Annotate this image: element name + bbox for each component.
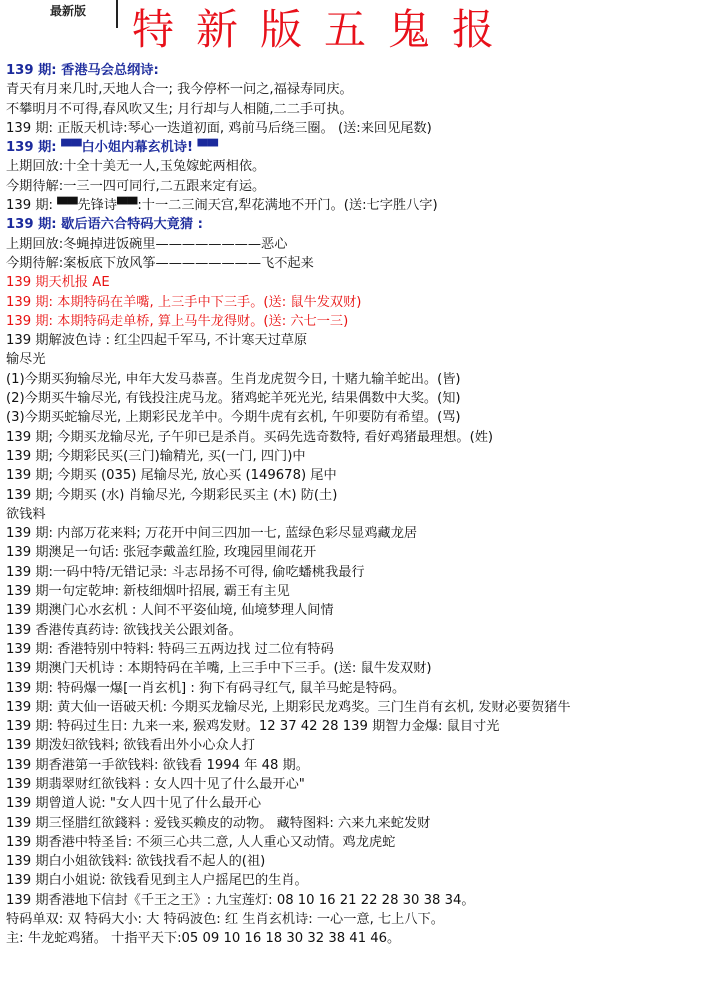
text-line: 139 期天机报 AE — [6, 275, 110, 291]
text-line: 主: 牛龙蛇鸡猪。 十指平天下:05 09 10 16 18 30 32 38 41 46。 — [6, 931, 401, 947]
text-line: 139 期泼妇欲钱料; 欲钱看出外小心众人打 — [6, 738, 255, 754]
text-line: (1)今期买狗输尽光, 申年大发马恭喜。生肖龙虎贺今日, 十赌九输羊蛇出。(皆) — [6, 371, 461, 387]
text-line: 139 期澳门心水玄机 : 人间不平姿仙境, 仙境梦理人间情 — [6, 603, 334, 619]
text-line: 139 期; 今期彩民买(三门)输精光, 买(一门, 四门)中 — [6, 448, 306, 464]
text-line: 139 期:一码中特/无错记录: 斗志昂扬不可得, 偷吃蟠桃我最行 — [6, 564, 365, 580]
text-line: 139 期三怪腊红欲錢料 : 爱钱买赖皮的动物。 藏特图料: 六来九来蛇发财 — [6, 815, 431, 831]
text-line: 139 期; 今期买 (035) 尾输尽光, 放心买 (149678) 尾中 — [6, 468, 337, 484]
text-line: 139 期澳门天机诗 : 本期特码在羊嘴, 上三手中下三手。(送: 鼠牛发双财) — [6, 661, 432, 677]
text-line: 139 期: 本期特码在羊嘴, 上三手中下三手。(送: 鼠牛发双财) — [6, 294, 362, 310]
text-line: 139 期; 今期买龙输尽光, 子午卯已是杀肖。买码先选奇数特, 看好鸡猪最理想。(姓) — [6, 429, 494, 445]
page-title: 特新版五鬼报 — [132, 5, 517, 54]
text-line: 139 期: 特码爆一爆[一肖玄机] : 狗下有码寻红气, 鼠羊马蛇是特码。 — [6, 680, 406, 696]
text-line: 特码单双: 双 特码大小: 大 特码波色: 红 生肖玄机诗: 一心一意, 七上八下。 — [6, 912, 444, 928]
text-line: 欲钱料 — [6, 506, 46, 522]
text-line: 139 期澳足一句话: 张冠李戴盖红脸, 玫瑰园里闹花开 — [6, 545, 317, 561]
header-divider — [116, 0, 118, 28]
text-line: 139 期白小姐欲钱料: 欲钱找看不起人的(祖) — [6, 854, 266, 870]
text-line: 139 期: ▀▀先锋诗▀▀:十一二三闹天宫,犁花满地不开门。(送:七字胜八字) — [6, 198, 438, 214]
text-line: (2)今期买牛输尽光, 有钱投注虎马龙。猪鸡蛇羊死光光, 结果偶数中大奖。(知) — [6, 391, 461, 407]
text-line: 今期待解:一三一四可同行,二五跟来定有运。 — [6, 178, 266, 194]
text-line: 139 期: 内部万花来料; 万花开中间三四加一七, 蓝绿色彩尽显鸡藏龙居 — [6, 526, 418, 542]
text-line: 今期待解:案板底下放风筝————————飞不起来 — [6, 255, 314, 271]
text-line: 139 期; 今期买 (水) 肖输尽光, 今期彩民买主 (木) 防(土) — [6, 487, 338, 503]
text-line: 139 期: 香港马会总纲诗: — [6, 63, 159, 78]
text-line: 不攀明月不可得,春风吹又生; 月行却与人相随,二二手可执。 — [6, 101, 353, 117]
text-line: 青天有月来几时,天地人合一; 我今停杯一问之,福禄寿同庆。 — [6, 82, 353, 98]
text-line: 上期回放:冬蝇掉进饭碗里————————恶心 — [6, 236, 288, 252]
text-line: 139 期香港中特圣旨: 不须三心共二意, 人人重心又动情。鸡龙虎蛇 — [6, 834, 396, 850]
text-line: 139 期: 黄大仙一语破天机: 今期买龙输尽光, 上期彩民龙鸡奖。三门生肖有玄机, 发财必要贺猪牛 — [6, 699, 571, 715]
text-line: 139 期曾道人说: "女人四十见了什么最开心 — [6, 796, 262, 812]
text-line: 139 期: ▀▀白小姐内幕玄机诗! ▀▀ — [6, 140, 218, 156]
text-line: (3)今期买蛇输尽光, 上期彩民龙羊中。今期牛虎有玄机, 午卯要防有希望。(骂) — [6, 410, 461, 426]
text-line: 139 期一句定乾坤: 新枝细烟叶招展, 霸王有主见 — [6, 584, 290, 600]
text-line: 139 期香港第一手欲钱料: 欲钱看 1994 年 48 期。 — [6, 757, 309, 773]
text-line: 139 期翡翠财红欲钱料 : 女人四十见了什么最开心" — [6, 776, 305, 792]
text-line: 139 期香港地下信封《千王之王》: 九宝莲灯: 08 10 16 21 22 28 30 38 34。 — [6, 892, 475, 908]
text-line: 139 期: 本期特码走单桥, 算上马牛龙得财。(送: 六七一三) — [6, 313, 349, 329]
text-line: 139 期白小姐说: 欲钱看见到主人户摇尾巴的生肖。 — [6, 873, 308, 889]
content-lines — [6, 61, 714, 949]
text-line: 139 期: 正版天机诗:琴心一迭道初面, 鸡前马后绕三圈。 (送:来回见尾数) — [6, 120, 432, 136]
text-line: 输尽光 — [6, 352, 46, 368]
text-line: 139 期解波色诗 : 红尘四起千军马, 不计寒天过草原 — [6, 333, 308, 349]
text-line: 139 期: 歇后语六合特码大竟猜 : — [6, 217, 203, 233]
text-line: 139 期: 香港特别中特料: 特码三五两边找 过二位有特码 — [6, 641, 334, 657]
version-badge: 最新版 — [50, 4, 87, 18]
text-line: 上期回放:十全十美无一人,玉兔嫁蛇两相依。 — [6, 159, 266, 175]
text-line: 139 期: 特码过生日: 九来一来, 猴鸡发财。12 37 42 28 139 期智力金爆: 鼠目寸光 — [6, 719, 500, 735]
text-line: 139 香港传真药诗: 欲钱找关公跟刘备。 — [6, 622, 242, 638]
